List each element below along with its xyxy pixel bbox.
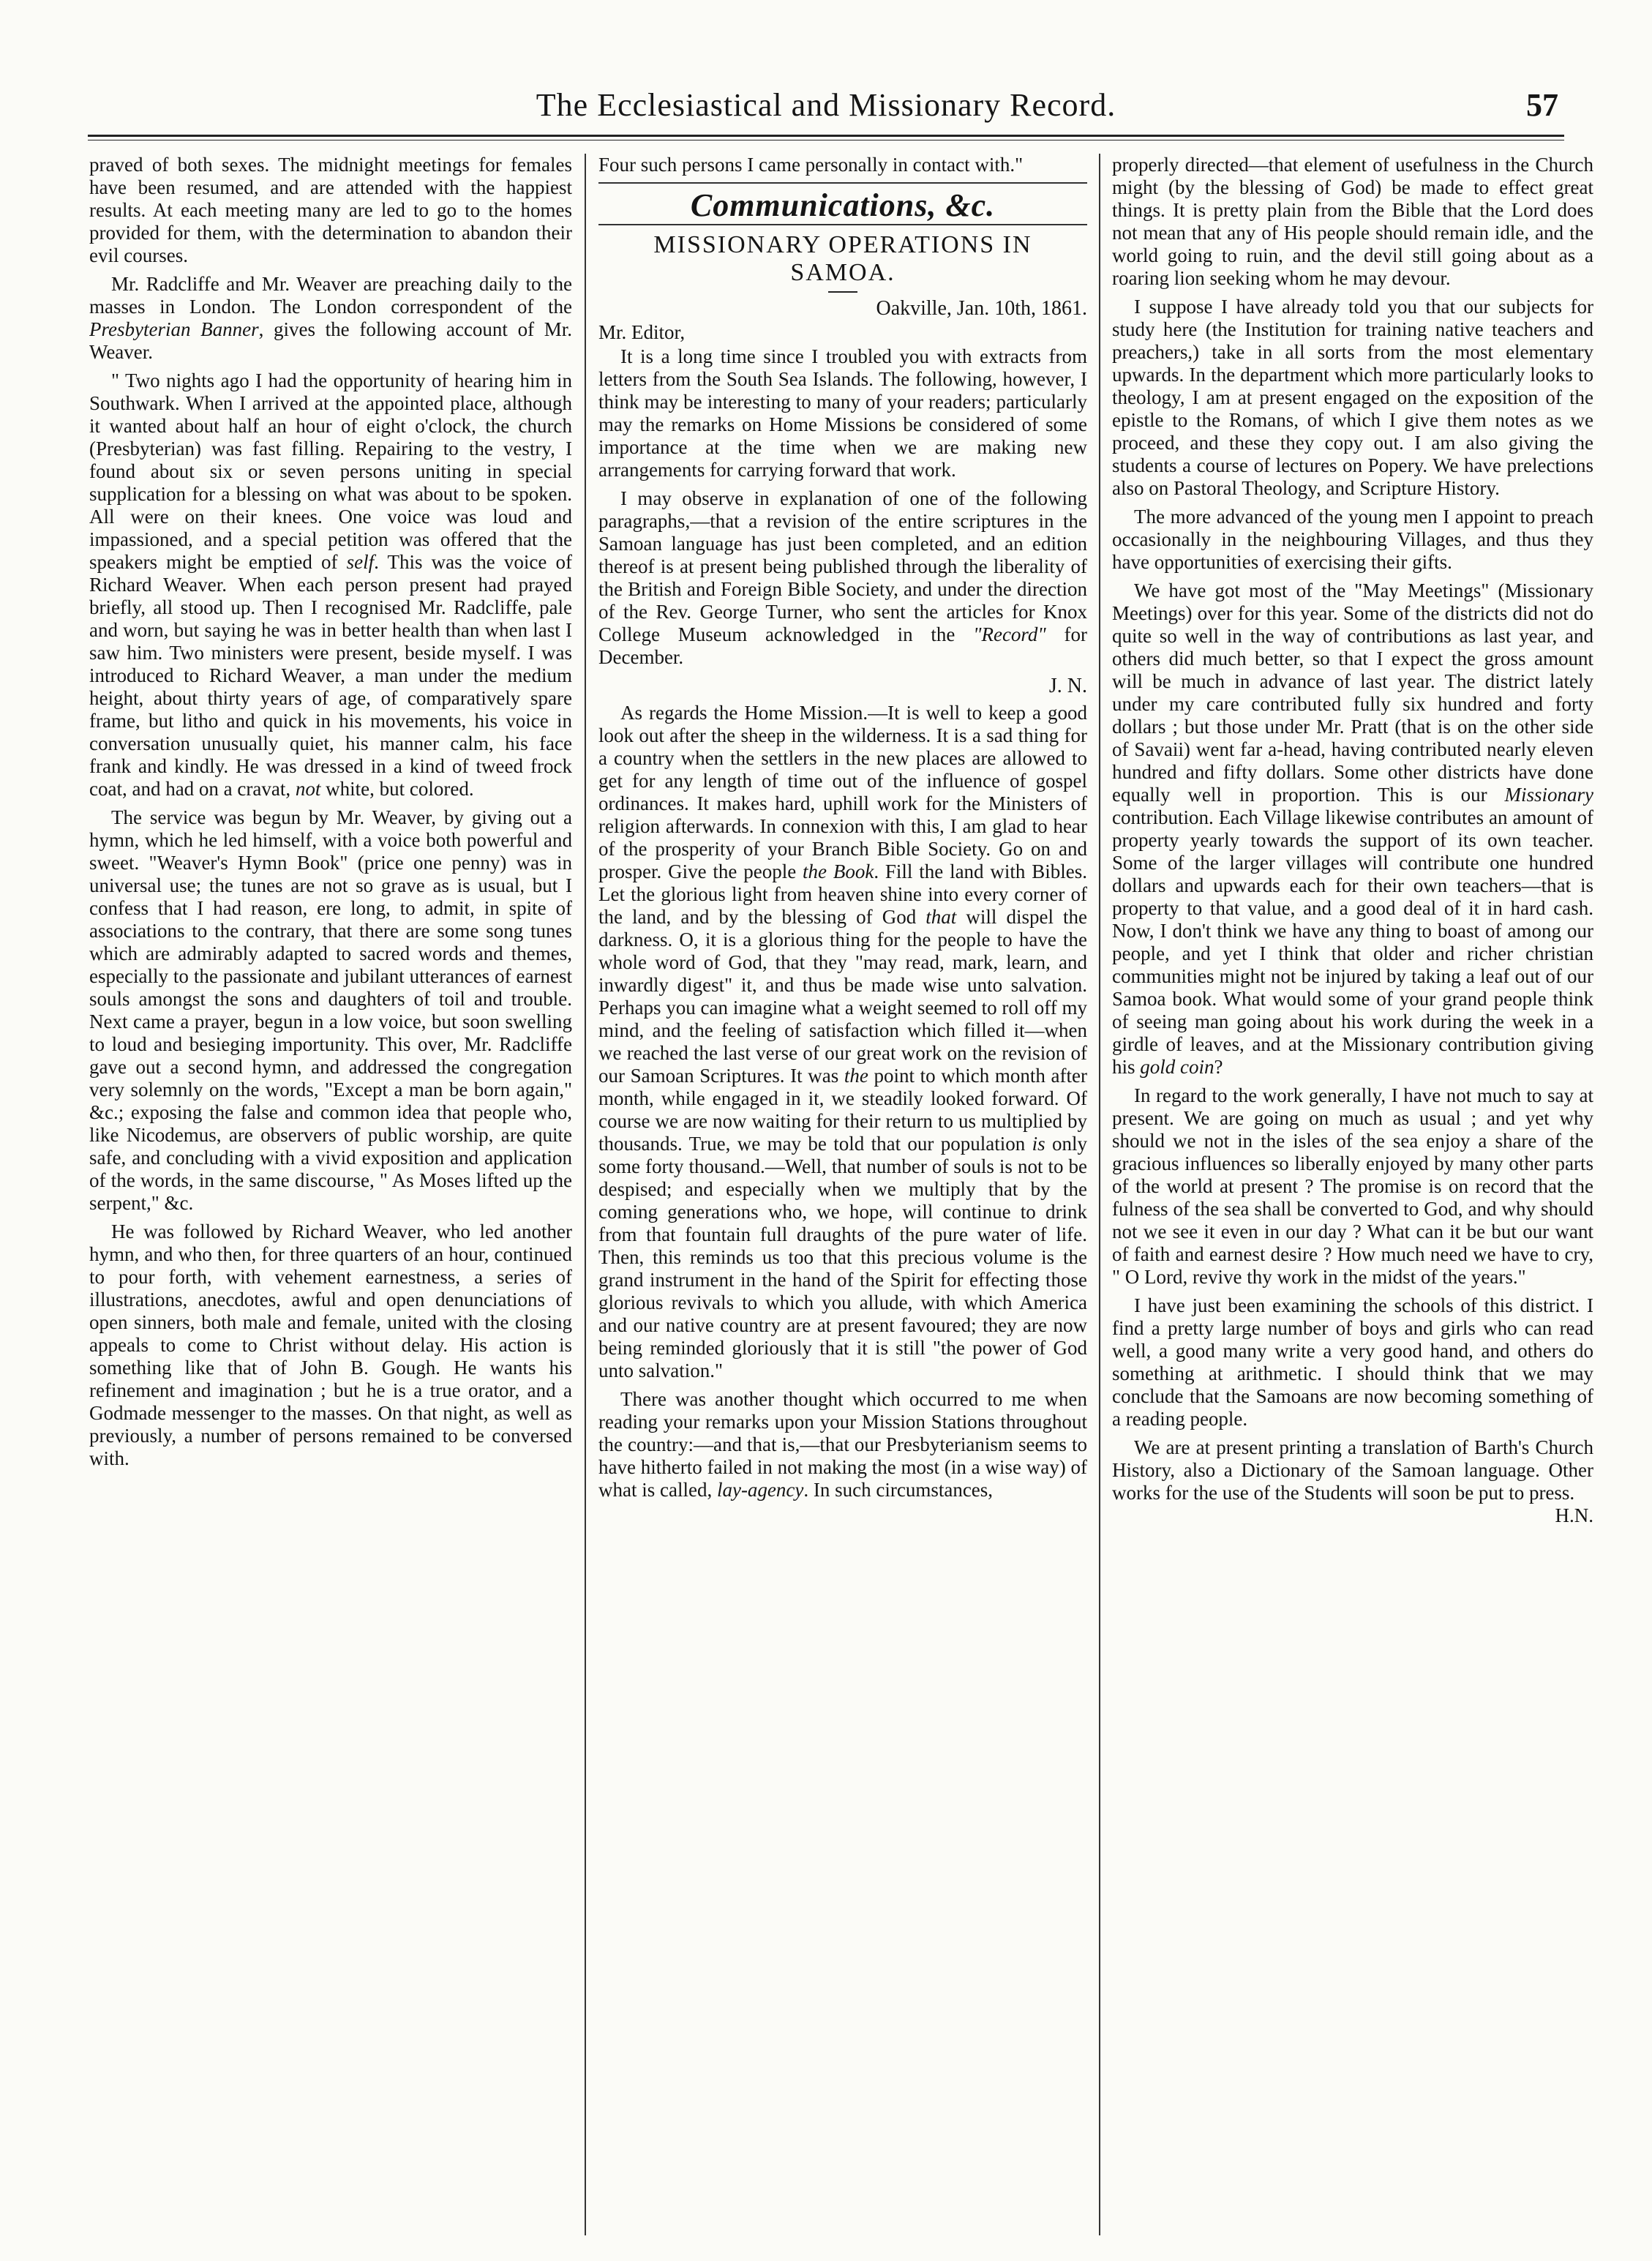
paragraph: I have just been examining the schools of this district. I find a pretty large number of boys and girls who can read well, a good many write a very good hand, and others do something at arithmetic. I should think that we may conclude that the Samoans are now becoming something of a reading people.	[1112, 1294, 1593, 1430]
paragraph	[89, 273, 572, 364]
italic-text: Missionary	[1504, 784, 1593, 806]
paragraph: praved of both sexes. The midnight meetings for females have been resumed, and are attended with the happiest results. At each meeting many are led to go to the homes provided for them, with the determination to abandon their evil courses.	[89, 154, 572, 266]
text-run: As regards the Home Mission.—It is well to keep a good look out after the sheep in the wilderness. It is a sad thing for a country when the settlers in the new places are allowed to get for any length of time out of the influence of gospel ordinances. It makes hard, uphill work for the Ministers of religion afterwards. In connexion with this, I am glad to hear of the prosperity of your Branch Bible Society. Go on and prosper. Give the people	[598, 702, 1087, 882]
section-rule	[598, 182, 1087, 184]
text-run: point to which month after month, while engaged in it, we steadily looked forward. Of course we are now waiting for their return to us multiplied by thousands. True, we may be told that our population	[598, 1065, 1087, 1155]
paragraph	[598, 487, 1087, 669]
title-rule	[828, 291, 857, 293]
italic-text: gold coin	[1140, 1056, 1214, 1078]
italic-text: the	[844, 1065, 868, 1087]
italic-text: is	[1032, 1133, 1045, 1155]
signature: H.N.	[1555, 1504, 1593, 1526]
paragraph: Four such persons I came personally in contact with."	[598, 154, 1024, 176]
section-rule	[598, 224, 1087, 225]
paragraph	[598, 702, 1087, 1382]
column-rule-2	[1099, 154, 1100, 2235]
italic-text: lay-agency	[716, 1479, 804, 1501]
text-run: I may observe in explanation of one of the following paragraphs,—that a revision of the entire scriptures in the Samoan language has just been completed, and an edition thereof is at present being published through the liberality of the British and Foreign Bible Society, and under the direction of the Rev. George Turner, who sent the articles for Knox College Museum acknowledged in the	[598, 487, 1087, 645]
column-2	[598, 154, 1087, 2239]
italic-text: that	[926, 906, 957, 928]
text-run: " Two nights ago I had the opportunity of hearing him in Southwark. When I arrived at the appointed place, although it wanted about half an hour of eight o'clock, the church (Presbyterian) was fast filling. Repairing to the vestry, I found about six or seven persons uniting in special supplication for a blessing on what was about to be spoken. All were on their knees. One voice was loud and impassioned, and a special petition was offered that the speakers might be emptied of	[89, 370, 572, 573]
column-3	[1112, 154, 1593, 2239]
paragraph: In regard to the work generally, I have not much to say at present. We are going on much as usual ; and yet why should we not in the isles of the sea enjoy a share of the gracious influences so liberally enjoyed by many other parts of the world at present ? The promise is on record that the fulness of the sea shall be converted to God, and why should not we see it even in our day ? What can it be but our want of faith and earnest desire ? How much need we have to cry, " O Lord, revive thy work in the midst of the years."	[1112, 1084, 1593, 1288]
article-title: MISSIONARY OPERATIONS IN SAMOA.	[653, 231, 1032, 286]
text-run: . In such circumstances,	[803, 1479, 994, 1501]
text-run: for December.	[598, 623, 1087, 668]
text-run: white, but colored.	[320, 778, 474, 800]
signature: J. N.	[1048, 675, 1087, 697]
italic-text: not	[295, 778, 321, 800]
column-1	[89, 154, 572, 2239]
text-run: . Fill the land with Bibles. Let the glorious light from heaven shine into every corner of the land, and by the blessing of God	[598, 860, 1087, 928]
italic-text: "Record"	[973, 623, 1046, 645]
text-run: . This was the voice of Richard Weaver. When each person present had prayed briefly, all stood up. Then I recognised Mr. Radcliffe, pale and worn, but saying he was in better health than when last I saw him. Two ministers were present, beside myself. I was introduced to Richard Weaver, a man under the medium height, about thirty years of age, of comparatively spare frame, but litho and quick in his movements, his voice in conversation unusually quiet, his manner calm, his face frank and kindly. He was dressed in a kind of tweed frock coat, and had on a cravat,	[89, 551, 572, 800]
section-heading: Communications, &c.	[690, 187, 996, 223]
text-run: There was another thought which occurred to me when reading your remarks upon your Mission Stations throughout the country:—and that is,—that our Presbyterianism seems to have hitherto failed in not making the most (in a wise way) of what is called,	[598, 1388, 1087, 1501]
paragraph	[1112, 1436, 1593, 1526]
page-number: 57	[1526, 87, 1558, 123]
running-head	[88, 86, 1564, 132]
text-run: , gives the following account of Mr. Weaver.	[89, 318, 572, 363]
italic-text: the Book	[803, 860, 874, 882]
text-run: ?	[1214, 1056, 1223, 1078]
text-run: We are at present printing a translation of Barth's Church History, also a Dictionary of the Samoan language. Other works for the use of the Students will soon be put to press.	[1112, 1436, 1593, 1504]
italic-text: self	[346, 551, 375, 573]
dateline: Oakville, Jan. 10th, 1861.	[876, 297, 1087, 320]
column-rule-1	[585, 154, 586, 2235]
paragraph: The service was begun by Mr. Weaver, by giving out a hymn, which he led himself, with a voice both powerful and sweet. "Weaver's Hymn Book" (price one penny) was in universal use; the tunes are not so grave as is usual, but I confess that I had reason, ere long, to admit, in spite of associations to the contrary, that there are some song tunes which are admirably adapted to sacred words and themes, especially to the passionate and jubilant utterances of earnest souls amongst the sons and daughters of toil and trouble. Next came a prayer, begun in a low voice, but soon swelling to loud and besieging importunity. This over, Mr. Radcliffe gave out a second hymn, and addressed the congregation very solemnly on the words, "Except a man be born again," &c.; exposing the false and common idea that people who, like Nicodemus, are observers of public worship, are quite safe, and concluding with a vivid exposition and application of the words, in the same discourse, " As Moses lifted up the serpent," &c.	[89, 806, 572, 1214]
italic-text: Presbyterian Banner	[89, 318, 259, 340]
paragraph	[1112, 580, 1593, 1079]
salutation: Mr. Editor,	[598, 321, 686, 343]
paragraph	[89, 370, 572, 800]
paragraph: The more advanced of the young men I appoint to preach occasionally in the neighbouring Villages, and thus they have opportunities of exercising their gifts.	[1112, 506, 1593, 573]
header-rule	[88, 135, 1564, 140]
paragraph: He was followed by Richard Weaver, who led another hymn, and who then, for three quarters of an hour, continued to pour forth, with vehement earnestness, a series of illustrations, anecdotes, awful and open denunciations of open sinners, both male and female, united with the closing appeals to come to Christ without delay. His action is something like that of John B. Gough. He wants his refinement and imagination ; but he is a true orator, and a Godmade messenger to the masses. On that night, as well as previously, a number of persons remained to be conversed with.	[89, 1221, 572, 1469]
text-run: Mr. Radcliffe and Mr. Weaver are preaching daily to the masses in London. The London correspondent of the	[89, 273, 572, 318]
text-run: We have got most of the "May Meetings" (Missionary Meetings) over for this year. Some of the districts did not do quite so well in the way of contributions as last year, and others did much better, so that I expect the gross amount will be much in advance of last year. The district lately under my care contributed fully six hundred and forty dollars ; but those under Mr. Pratt (that is on the other side of Savaii) went far a-head, having contributed nearly eleven hundred and fifty dollars. Some other districts have done equally well in proportion. This is our	[1112, 580, 1593, 806]
running-title: The Ecclesiastical and Missionary Record.	[536, 87, 1116, 123]
text-run: only some forty thousand.—Well, that number of souls is not to be despised; and especially when we multiply that by the coming generations who, we hope, will continue to drink from that fountain full draughts of the pure water of life. Then, this reminds us too that this precious volume is the grand instrument in the hand of the Spirit for effecting those glorious revivals to which you allude, with which America and our native country are at present favoured; they are now being reminded gloriously that it is still "the power of God unto salvation."	[598, 1133, 1087, 1381]
paragraph	[598, 1388, 1087, 1501]
paragraph: It is a long time since I troubled you with extracts from letters from the South Sea Islands. The following, however, I think may be interesting to many of your readers; particularly may the remarks on Home Missions be considered of some importance at the time when we are making new arrangements for carrying forward that work.	[598, 345, 1087, 481]
text-run: contribution. Each Village likewise contributes an amount of property yearly towards the support of its own teacher. Some of the larger villages will contribute one hundred dollars and upwards each for their own teachers—that is property to that value, and a good deal of it in hard cash. Now, I don't think we have any thing to boast of among our people, and yet I think that older and richer christian communities might not be injured by taking a leaf out of our Samoa book. What would some of your grand people think of seeing man going about his work during the week in a girdle of leaves, and at the Missionary contribution giving his	[1112, 806, 1593, 1078]
paragraph: properly directed—that element of usefulness in the Church might (by the blessing of God) be made to effect great things. It is pretty plain from the Bible that the Lord does not mean that any of His people should remain idle, and the world going to ruin, and the devil still going about as a roaring lion seeking whom he may devour.	[1112, 154, 1593, 289]
text-run: will dispel the darkness. O, it is a glorious thing for the people to have the whole word of God, that they "may read, mark, learn, and inwardly digest" it, and thus be made wise unto salvation. Perhaps you can imagine what a weight seemed to roll off my mind, and the feeling of satisfaction which filled it—when we reached the last verse of our great work on the revision of our Samoan Scriptures. It was	[598, 906, 1087, 1087]
paragraph: I suppose I have already told you that our subjects for study here (the Institution for training native teachers and preachers,) take in all sorts from the most elementary upwards. In the department which more particularly looks to theology, I am at present engaged on the exposition of the epistle to the Romans, of which I give them notes as we proceed, and these they copy out. I am also giving the students a course of lectures on Popery. We have prelections also on Pastoral Theology, and Scripture History.	[1112, 296, 1593, 499]
